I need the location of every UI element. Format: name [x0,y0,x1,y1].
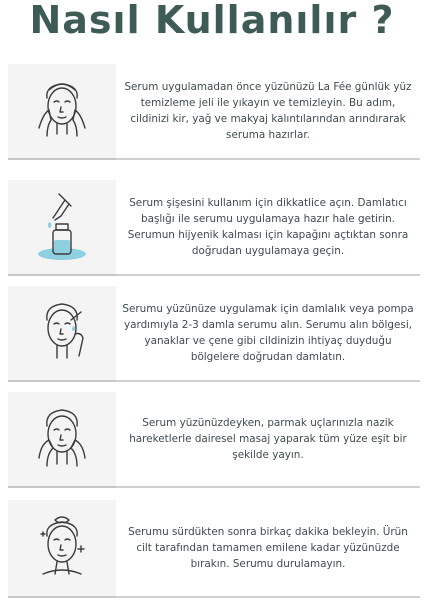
step-1-description [116,64,420,160]
step-2-text: Serum şişesini kullanım için dikkatlice açın. Damlatıcı başlığı ile serumu uygulamaya hazır hale getirin. Serumun hijyenik kalması için kapağını açtıktan sonra doğrudan uygulamaya geçin. [127,197,409,257]
step-3 [8,286,420,386]
face-glow-icon [35,512,89,586]
dropper-bottle-icon [35,192,89,264]
step-5-text: Serumu sürdükten sonra birkaç dakika bekleyin. Ürün cilt tarafından tamamen emilene kadar yüzünüzde bırakın. Serumu durulamayın. [128,526,408,570]
step-4-text: Serum yüzünüzdeyken, parmak uçlarınızla nazik hareketlerle dairesel masaj yaparak tüm yüze eşit bir şekilde yayın. [129,417,407,461]
face-cleansing-icon [35,76,89,148]
face-dropper-icon [35,298,89,370]
face-massage-icon [35,404,89,476]
step-2-icon-box [8,180,116,276]
step-3-icon-box [8,286,116,382]
page-title: Nasıl Kullanılır ? [29,0,395,42]
step-5-description [116,500,420,598]
step-5-icon-box [8,500,116,598]
step-1-text: Serum uygulamadan önce yüzünüzü La Fée günlük yüz temizleme jeli ile yıkayın ve temizleyin. Bu adım, cildinizi kir, yağ ve makyaj kalıntılarından arındırarak seruma hazırlar. [124,81,412,141]
step-3-text: Serumu yüzünüze uygulamak için damlalık veya pompa yardımıyla 2-3 damla serumu alın. Serumu alın bölgesi, yanaklar ve çene gibi cildinizin ihtiyaç duyduğu bölgelere doğrudan damlatın. [122,303,414,363]
step-2-description [116,180,420,276]
step-1 [8,64,420,164]
step-1-icon-box [8,64,116,160]
step-5 [8,500,420,600]
step-3-description [116,286,420,382]
step-4 [8,392,420,492]
step-4-icon-box [8,392,116,488]
step-4-description [116,392,420,488]
step-2 [8,180,420,280]
